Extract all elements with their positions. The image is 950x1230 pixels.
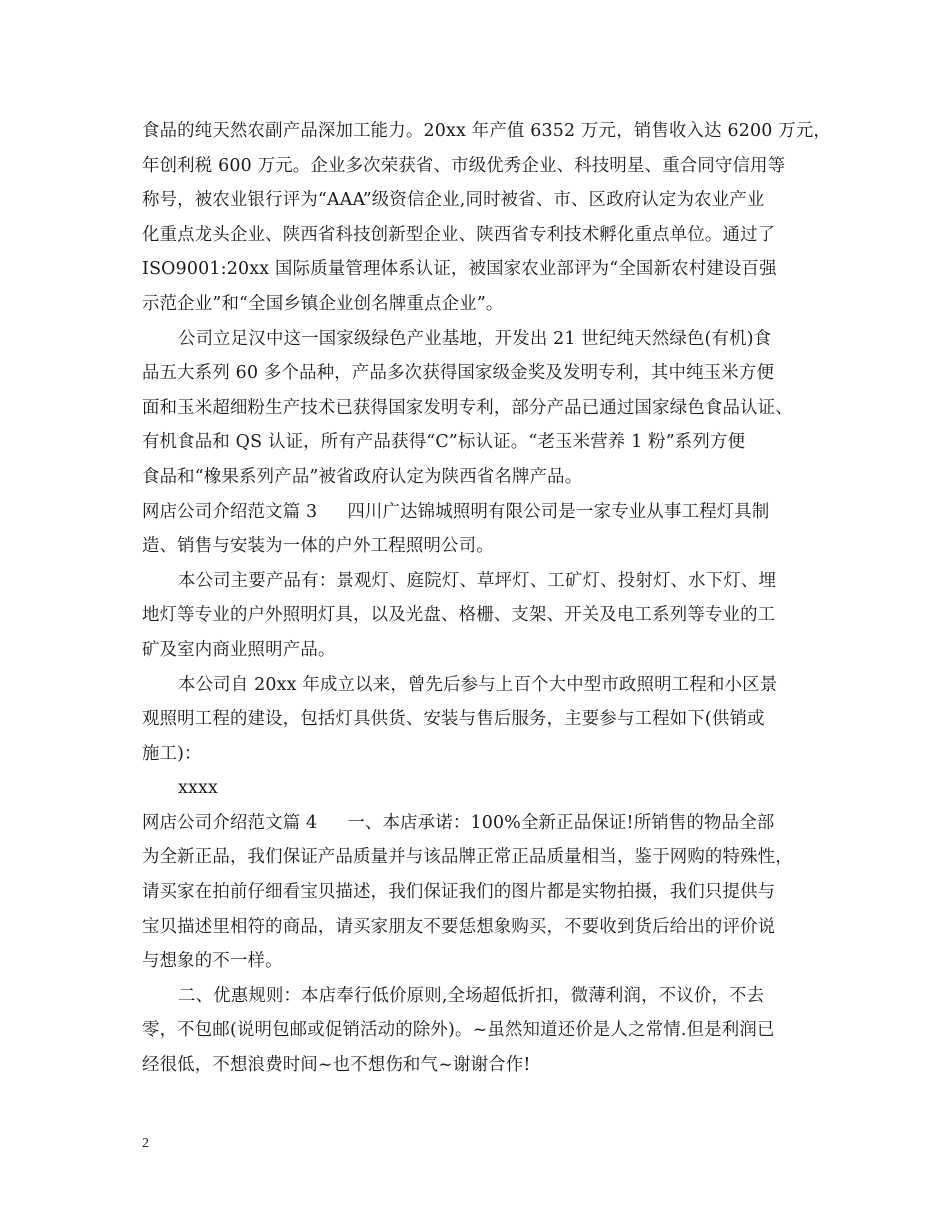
- text-line: [142, 875, 822, 910]
- text-line: [142, 1013, 822, 1048]
- line-text: ISO9001:20xx 国际质量管理体系认证，被国家农业部评为“全国新农村建设百强: [142, 259, 777, 280]
- line-text: 四川广达锦城照明有限公司是一家专业从事工程灯具制: [347, 501, 770, 522]
- line-text: 公司立足汉中这一国家级绿色产业基地，开发出 21 世纪纯天然绿色(有机)食: [178, 328, 772, 349]
- line-text: 请买家在拍前仔细看宝贝描述，我们保证我们的图片都是实物拍摄，我们只提供与: [142, 882, 776, 903]
- line-text: 造、销售与安装为一体的户外工程照明公司。: [142, 536, 494, 557]
- line-text: xxxx: [178, 778, 219, 799]
- section-heading-line: [142, 495, 822, 530]
- text-line: [142, 425, 822, 460]
- line-text: 本公司自 20xx 年成立以来，曾先后参与上百个大中型市政照明工程和小区景: [178, 674, 778, 695]
- text-line: [142, 183, 822, 218]
- text-line: [142, 564, 822, 599]
- text-line: [142, 1048, 822, 1083]
- line-text: 示范企业”和“全国乡镇企业创名牌重点企业”。: [142, 293, 504, 314]
- line-text: 一、本店承诺：100%全新正品保证!所销售的物品全部: [347, 812, 775, 833]
- line-text: 经很低，不想浪费时间~也不想伤和气~谢谢合作!: [142, 1055, 531, 1076]
- text-line: [142, 529, 822, 564]
- text-line: [142, 356, 822, 391]
- line-text: 宝贝描述里相符的商品，请买家朋友不要恁想象购买，不要收到货后给出的评价说: [142, 916, 776, 937]
- page-number: 2: [142, 1136, 149, 1151]
- text-line: [142, 771, 822, 806]
- line-text: 有机食品和 QS 认证，所有产品获得“C”标认证。“老玉米营养 1 粉”系列方便: [142, 432, 746, 453]
- section-heading-line: [142, 806, 822, 841]
- text-line: [142, 633, 822, 668]
- line-text: 施工)：: [142, 743, 202, 764]
- text-line: [142, 287, 822, 322]
- text-line: [142, 598, 822, 633]
- text-line: [142, 737, 822, 772]
- line-text: 食品的纯天然农副产品深加工能力。20xx 年产值 6352 万元，销售收入达 6200 万元，: [142, 121, 832, 141]
- text-line: [142, 114, 832, 149]
- line-text: 本公司主要产品有：景观灯、庭院灯、草坪灯、工矿灯、投射灯、水下灯、埋: [178, 570, 777, 591]
- line-text: 化重点龙头企业、陕西省科技创新型企业、陕西省专利技术孵化重点单位。通过了: [142, 224, 776, 245]
- text-line: [142, 252, 822, 287]
- text-line: [142, 910, 822, 945]
- line-text: 零，不包邮(说明包邮或促销活动的除外)。~虽然知道还价是人之常情.但是利润已: [142, 1020, 775, 1041]
- text-line: [142, 460, 822, 495]
- line-text: 二、优惠规则：本店奉行低价原则,全场超低折扣，微薄利润，不议价，不去: [178, 985, 765, 1006]
- line-text: 矿及室内商业照明产品。: [142, 639, 336, 660]
- text-line: [142, 979, 822, 1014]
- text-line: [142, 944, 822, 979]
- section-heading: 网店公司介绍范文篇 4: [142, 812, 318, 833]
- line-text: 年创利税 600 万元。企业多次荣获省、市级优秀企业、科技明星、重合同守信用等: [142, 155, 786, 176]
- text-line: [142, 149, 822, 184]
- text-line: [142, 218, 822, 253]
- line-text: 为全新正品，我们保证产品质量并与该品牌正常正品质量相当，鉴于网购的特殊性，: [142, 847, 793, 868]
- line-text: 称号，被农业银行评为“AAA”级资信企业,同时被省、市、区政府认定为农业产业: [142, 190, 765, 211]
- line-text: 品五大系列 60 多个品种，产品多次获得国家级金奖及发明专利，其中纯玉米方便: [142, 363, 775, 384]
- document-body: [142, 114, 832, 1083]
- text-line: [142, 702, 822, 737]
- line-text: 与想象的不一样。: [142, 951, 283, 972]
- text-line: [142, 322, 822, 357]
- text-line: [142, 391, 822, 426]
- line-text: 地灯等专业的户外照明灯具，以及光盘、格栅、支架、开关及电工系列等专业的工: [142, 605, 776, 626]
- line-text: 食品和“橡果系列产品”被省政府认定为陕西省名牌产品。: [142, 466, 583, 487]
- section-heading: 网店公司介绍范文篇 3: [142, 501, 318, 522]
- text-line: [142, 840, 822, 875]
- text-line: [142, 668, 822, 703]
- line-text: 面和玉米超细粉生产技术已获得国家发明专利，部分产品已通过国家绿色食品认证、: [142, 397, 793, 418]
- line-text: 观照明工程的建设，包括灯具供货、安装与售后服务，主要参与工程如下(供销或: [142, 709, 765, 730]
